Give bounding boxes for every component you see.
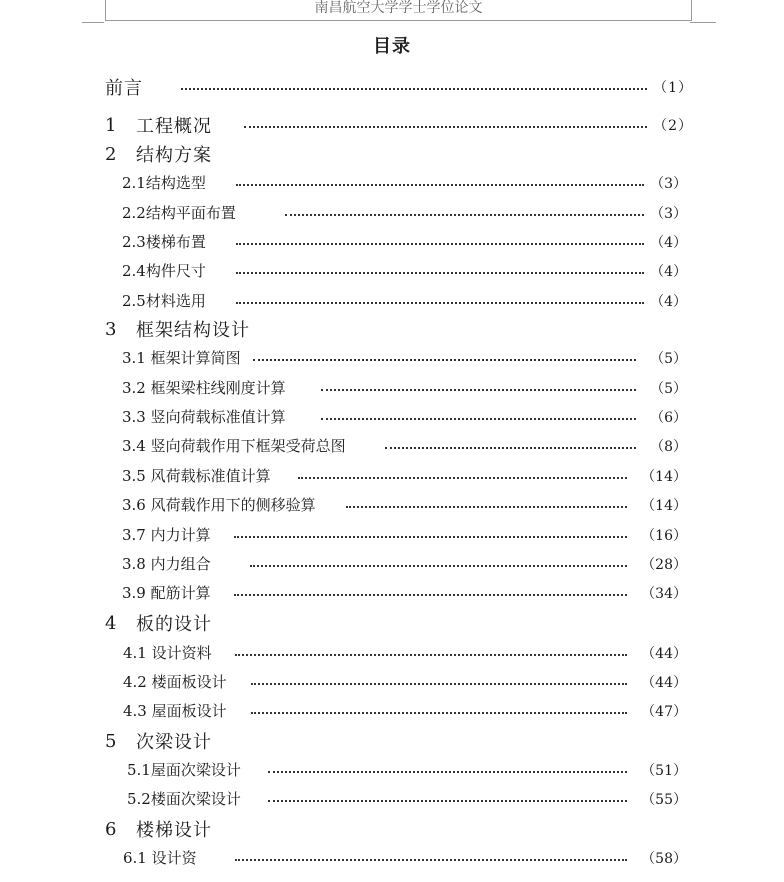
toc-leader [298,477,627,479]
toc-entry-label: 4.1 设计资料 [123,644,212,662]
toc-entry-3-7[interactable] [122,524,687,545]
toc-leader [321,389,636,391]
toc-leader [250,565,627,567]
toc-entry-page: （4） [650,263,687,280]
toc-entry-page: （4） [650,293,687,310]
toc-leader [321,418,636,420]
toc-entry-page: （44） [641,674,687,691]
toc-chapter-number: 4 [105,612,118,634]
toc-entry-2-3[interactable] [122,231,687,252]
toc-leader [234,594,627,596]
toc-entry-label: 3.7 内力计算 [122,526,211,544]
toc-entry-page: （34） [641,585,687,602]
toc-entry-2-5[interactable] [122,290,687,311]
toc-entry-page: （5） [650,350,687,367]
crop-mark-left [82,22,104,23]
toc-entry-3-3[interactable] [122,406,687,427]
toc-leader [385,447,636,449]
toc-entry-label: 3.4 竖向荷载作用下框架受荷总图 [122,437,346,455]
toc-entry-2-1[interactable] [122,172,687,193]
toc-entry-label: 框架结构设计 [136,320,250,341]
toc-entry-4-1[interactable] [123,642,687,663]
toc-leader [253,359,636,361]
toc-entry-page: （3） [650,175,687,192]
toc-entry-page: （47） [641,703,687,720]
toc-entry-label: 楼梯设计 [136,820,212,841]
toc-entry-page: （14） [641,497,687,514]
toc-entry-page: （1） [653,80,693,96]
toc-chapter-number: 6 [105,818,118,840]
toc-entry-2-4[interactable] [122,260,687,281]
toc-entry-label: 3.9 配筋计算 [122,584,211,602]
toc-entry-3-2[interactable] [122,377,687,398]
toc-entry-3-1[interactable] [122,347,687,368]
toc-entry-page: （14） [641,468,687,485]
toc-entry-label: 次梁设计 [136,732,212,753]
toc-entry-label: 3.3 竖向荷载标准值计算 [122,408,286,426]
toc-title: 目录 [373,36,411,57]
toc-entry-page: （51） [641,762,687,779]
toc-entry-page: （44） [641,645,687,662]
toc-entry-label: 6.1 设计资 [123,849,197,867]
toc-entry-page: （3） [650,205,687,222]
toc-entry-page: （2） [653,118,693,134]
toc-entry-label: 工程概况 [136,116,212,137]
toc-entry-6-1[interactable] [123,847,687,868]
toc-leader [234,536,627,538]
toc-leader [285,214,644,216]
toc-leader [251,683,627,685]
toc-entry-3-5[interactable] [122,465,687,486]
toc-entry-label: 4.3 屋面板设计 [123,702,227,720]
toc-entry-page: （4） [650,234,687,251]
toc-chapter-number: 3 [105,318,118,340]
toc-entry-page: （16） [641,527,687,544]
toc-leader [236,184,644,186]
toc-entry-5-1[interactable] [127,759,687,780]
toc-entry-page: （5） [650,380,687,397]
toc-leader [181,88,647,90]
toc-entry-label: 板的设计 [136,614,212,635]
toc-entry-label: 2.2结构平面布置 [122,204,236,222]
toc-entry-label: 2.5材料选用 [122,292,206,310]
toc-entry-label: 3.8 内力组合 [122,555,211,573]
toc-entry-3-9[interactable] [122,582,687,603]
toc-chapter-number: 5 [105,730,118,752]
toc-leader [268,771,627,773]
toc-chapter-number: 2 [105,143,118,165]
toc-entry-label: 2.4构件尺寸 [122,262,206,280]
toc-entry-chapter-3[interactable] [105,316,250,342]
toc-entry-5-2[interactable] [127,788,687,809]
toc-entry-label: 2.3楼梯布置 [122,233,206,251]
toc-entry-label: 4.2 楼面板设计 [123,673,227,691]
toc-entry-chapter-6[interactable] [105,816,212,842]
toc-entry-page: （28） [641,556,687,573]
toc-entry-label: 5.2楼面次梁设计 [127,790,241,808]
toc-entry-label: 结构方案 [136,145,212,166]
toc-leader [251,712,627,714]
toc-entry-2-2[interactable] [122,202,687,223]
toc-entry-label: 5.1屋面次梁设计 [127,761,241,779]
toc-entry-page: （58） [641,850,687,867]
toc-entry-page: （8） [650,438,687,455]
toc-leader [236,302,644,304]
toc-entry-4-3[interactable] [123,700,687,721]
toc-leader [235,654,627,656]
toc-entry-chapter-1[interactable] [105,112,693,138]
crop-mark-right [690,22,716,23]
toc-entry-page: （6） [650,409,687,426]
toc-entry-label: 3.6 风荷载作用下的侧移验算 [122,496,316,514]
toc-entry-3-4[interactable] [122,435,687,456]
toc-leader [235,859,627,861]
toc-entry-chapter-4[interactable] [105,610,212,636]
toc-entry-chapter-2[interactable] [105,141,212,167]
toc-entry-4-2[interactable] [123,671,687,692]
toc-leader [236,272,644,274]
toc-entry-label: 2.1结构选型 [122,174,206,192]
toc-entry-label: 3.1 框架计算简图 [122,349,241,367]
toc-entry-page: （55） [641,791,687,808]
running-header: 南昌航空大学学士学位论文 [105,0,692,21]
toc-entry-label: 3.2 框架梁柱线刚度计算 [122,379,286,397]
toc-leader [236,243,644,245]
toc-leader [268,800,627,802]
toc-entry-preface[interactable] [105,74,693,100]
toc-entry-3-6[interactable] [122,494,687,515]
toc-leader [244,126,647,128]
toc-leader [346,506,627,508]
toc-entry-label: 3.5 风荷载标准值计算 [122,467,271,485]
toc-entry-label: 前言 [105,78,143,99]
toc-entry-chapter-5[interactable] [105,728,212,754]
toc-entry-3-8[interactable] [122,553,687,574]
toc-chapter-number: 1 [105,114,118,136]
